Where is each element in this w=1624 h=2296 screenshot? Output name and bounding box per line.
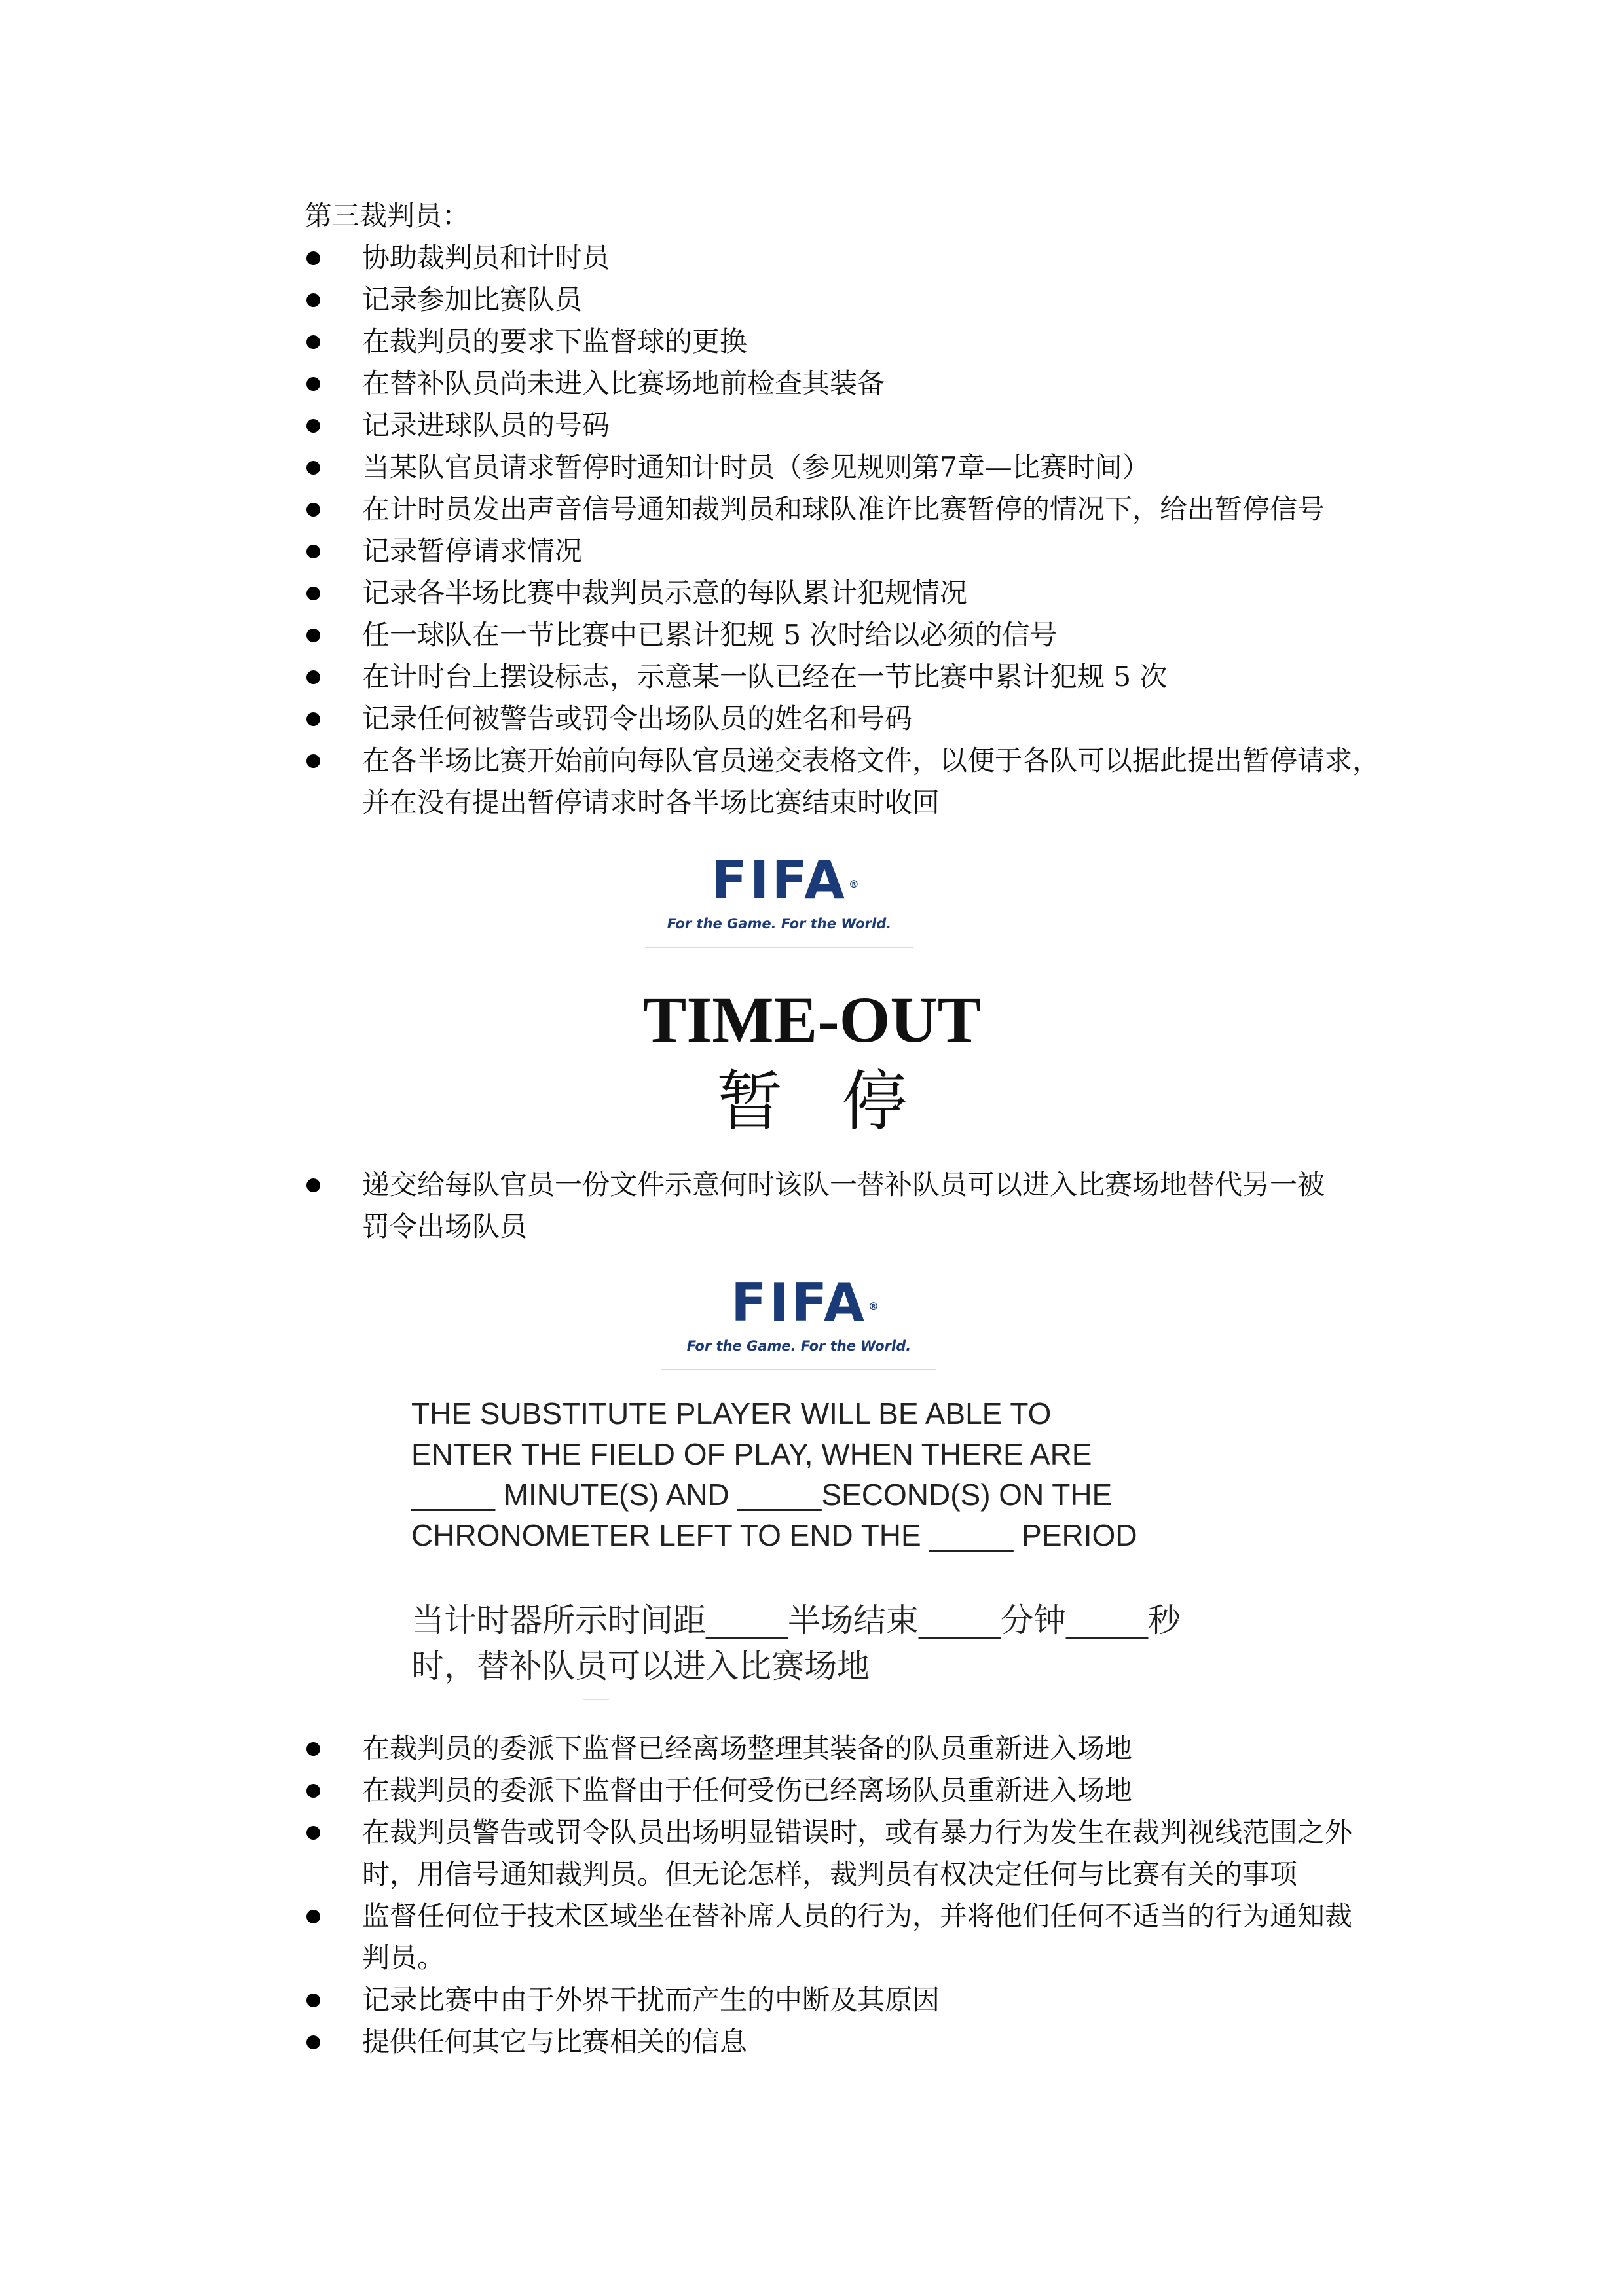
list-item-text: 提供任何其它与比赛相关的信息 (362, 2026, 748, 2058)
list-item-text: 递交给每队官员一份文件示意何时该队一替补队员可以进入比赛场地替代另一被 (362, 1169, 1325, 1201)
bullet-icon (306, 1910, 320, 1923)
bullet-icon (306, 2035, 320, 2049)
list-item (304, 740, 1380, 824)
list-item (304, 698, 1380, 740)
list-item (304, 1812, 1352, 1895)
substitute-en-line: ENTER THE FIELD OF PLAY, WHEN THERE ARE (411, 1437, 1092, 1471)
timeout-zh-char: 停 (841, 1063, 907, 1140)
card-divider (583, 1699, 609, 1700)
list-item-text: 在各半场比赛开始前向每队官员递交表格文件，以便于各队可以据此提出暂停请求， (362, 744, 1380, 776)
bullet-icon (306, 545, 320, 558)
fifa-logo-word: FIFA ® (731, 1272, 881, 1333)
list-item-text: 当某队官员请求暂停时通知计时员（参见规则第7章—比赛时间） (362, 451, 1150, 483)
bullet-icon (306, 1994, 320, 2007)
list-item (304, 321, 1380, 363)
duties-list-b (304, 1164, 1325, 1248)
fifa-logo-tagline: For the Game. For the World. (667, 916, 892, 932)
list-item-text: 在裁判员警告或罚令队员出场明显错误时，或有暴力行为发生在裁判视线范围之外 (362, 1816, 1353, 1848)
bullet-icon (306, 712, 320, 726)
list-item-text: 在计时台上摆设标志，示意某一队已经在一节比赛中累计犯规 5 次 (362, 661, 1168, 693)
list-item (304, 656, 1380, 698)
substitute-en-line: CHRONOMETER LEFT TO END THE _____ PERIOD (411, 1518, 1137, 1552)
bullet-icon (306, 377, 320, 391)
list-item (304, 1770, 1352, 1812)
list-item (304, 1164, 1325, 1248)
bullet-icon (306, 587, 320, 600)
substitute-en-line: _____ MINUTE(S) AND _____SECOND(S) ON THE (411, 1478, 1113, 1512)
list-item-text: 记录暂停请求情况 (362, 535, 583, 567)
list-item-text: 协助裁判员和计时员 (362, 242, 610, 274)
list-item-text: 并在没有提出暂停请求时各半场比赛结束时收回 (362, 786, 940, 818)
list-item-text: 监督任何位于技术区域坐在替补席人员的行为，并将他们任何不适当的行为通知裁 (362, 1900, 1353, 1932)
fifa-logo-word: FIFA ® (711, 850, 862, 911)
list-item (304, 2021, 1352, 2063)
list-item (304, 237, 1380, 279)
bullet-icon (306, 629, 320, 642)
fifa-logo-tagline: For the Game. For the World. (686, 1338, 912, 1354)
list-item-text: 判员。 (362, 1942, 445, 1974)
substitute-card-chinese (411, 1597, 1181, 1689)
bullet-icon (306, 461, 320, 475)
list-item (304, 446, 1380, 488)
list-item (304, 363, 1380, 405)
bullet-icon (306, 251, 320, 265)
list-item-text: 在计时员发出声音信号通知裁判员和球队准许比赛暂停的情况下，给出暂停信号 (362, 493, 1325, 525)
list-item-text: 时，用信号通知裁判员。但无论怎样，裁判员有权决定任何与比赛有关的事项 (362, 1858, 1298, 1890)
timeout-card-zh (0, 1059, 1624, 1144)
bullet-icon (306, 1742, 320, 1756)
bullet-icon (306, 1826, 320, 1840)
list-item-text: 罚令出场队员 (362, 1211, 528, 1243)
duties-list-c (304, 1728, 1352, 2063)
logo-divider (645, 947, 913, 948)
list-item-text: 记录比赛中由于外界干扰而产生的中断及其原因 (362, 1984, 940, 2016)
timeout-card-title: TIME-OUT (642, 983, 982, 1056)
logo-divider (661, 1369, 936, 1370)
list-item (304, 530, 1380, 572)
list-item-text: 在裁判员的委派下监督由于任何受伤已经离场队员重新进入场地 (362, 1774, 1133, 1806)
duties-list-a (304, 237, 1380, 824)
list-item-text: 任一球队在一节比赛中已累计犯规 5 次时给以必须的信号 (362, 619, 1058, 651)
list-item (304, 614, 1380, 656)
bullet-icon (306, 419, 320, 433)
bullet-icon (306, 503, 320, 517)
bullet-icon (306, 1178, 320, 1192)
bullet-icon (306, 293, 320, 307)
list-item-text: 在裁判员的委派下监督已经离场整理其装备的队员重新进入场地 (362, 1732, 1133, 1764)
bullet-icon (306, 670, 320, 684)
substitute-zh-line: 时，替补队员可以进入比赛场地 (411, 1647, 870, 1685)
substitute-en-line: THE SUBSTITUTE PLAYER WILL BE ABLE TO (411, 1396, 1052, 1430)
list-item (304, 1979, 1352, 2021)
list-item (304, 1728, 1352, 1770)
substitute-zh-line: 当计时器所示时间距_____半场结束_____分钟_____秒 (411, 1601, 1181, 1639)
fifa-logo (642, 851, 917, 948)
list-item-text: 记录各半场比赛中裁判员示意的每队累计犯规情况 (362, 577, 968, 609)
bullet-icon (306, 1784, 320, 1798)
list-item (304, 279, 1380, 321)
list-item-text: 记录参加比赛队员 (362, 283, 583, 316)
list-item-text: 记录进球队员的号码 (362, 409, 610, 441)
list-item (304, 1895, 1352, 1979)
bullet-icon (306, 754, 320, 768)
list-item-text: 在裁判员的要求下监督球的更换 (362, 325, 748, 357)
list-item-text: 在替补队员尚未进入比赛场地前检查其装备 (362, 367, 885, 399)
fifa-logo (661, 1273, 936, 1370)
section-heading: 第三裁判员： (304, 200, 470, 232)
list-item-text: 记录任何被警告或罚令出场队员的姓名和号码 (362, 702, 913, 735)
list-item (304, 488, 1380, 530)
bullet-icon (306, 335, 320, 349)
timeout-zh-char: 暂 (717, 1063, 783, 1140)
list-item (304, 405, 1380, 446)
substitute-card-english (411, 1393, 1137, 1556)
list-item (304, 572, 1380, 614)
